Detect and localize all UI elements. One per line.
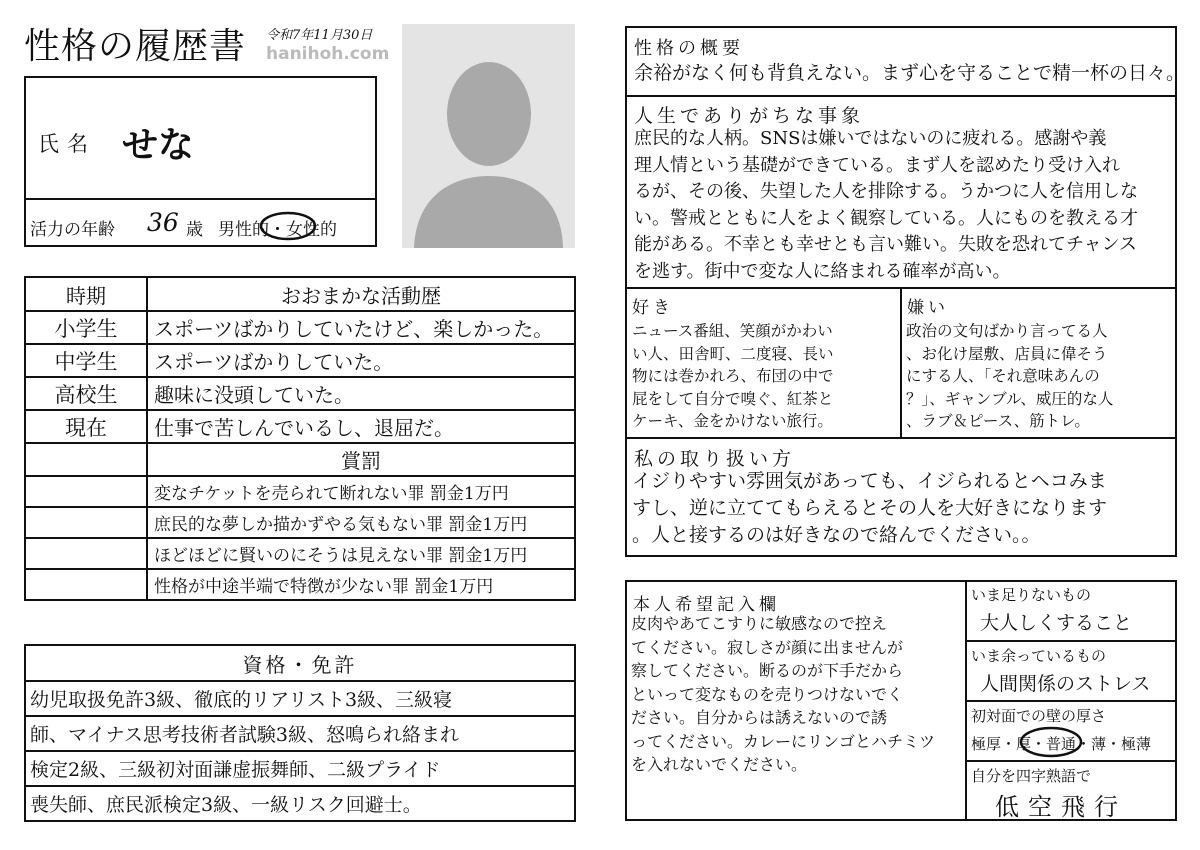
licenses-table — [24, 644, 576, 822]
site-name: hanihoh.com — [266, 44, 390, 64]
text-line: 。人と接するのは好きなので絡んでください。。 — [632, 524, 1041, 546]
gender-circle-mark — [258, 210, 318, 242]
idiom-label: 自分を四字熟語で — [971, 767, 1092, 785]
history-cell: 仕事で苦しんでいるし、退屈だ。 — [147, 410, 575, 443]
name-label: 氏名 — [38, 132, 96, 156]
dislikes-label: 嫌い — [907, 298, 949, 318]
divider — [965, 760, 1177, 762]
avatar-silhouette-icon — [402, 24, 575, 248]
empty-cell — [25, 538, 147, 569]
text-line: ださい。自分からは誘えないので誘 — [631, 708, 888, 727]
idiom-value: 低空飛行 — [995, 793, 1127, 821]
wall-circle-mark — [1018, 725, 1084, 759]
likes-label: 好き — [632, 298, 674, 318]
overview-label: 性格の概要 — [634, 38, 744, 59]
award-row: 性格が中途半端で特徴が少ない罪 罰金1万円 — [147, 569, 575, 600]
text-line: にする人、「それ意味あんの — [906, 367, 1100, 385]
profile-photo — [402, 24, 575, 248]
life-events-text — [634, 126, 1138, 285]
award-row: 変なチケットを売られて断れない罪 罰金1万円 — [147, 476, 575, 507]
period-cell: 高校生 — [25, 377, 147, 410]
text-line: イジりやすい雰囲気があっても、イジられるとヘコみま — [632, 470, 1107, 492]
license-line: 師、マイナス思考技術者試験3級、怒鳴られ絡まれ — [25, 716, 575, 751]
handling-text — [632, 468, 1107, 549]
empty-cell — [25, 507, 147, 538]
likes-text — [632, 320, 834, 433]
wishes-text — [631, 612, 935, 777]
gender-male: 男性的 — [218, 220, 269, 240]
text-line: 、ラブ＆ピース、筋トレ。 — [906, 412, 1090, 430]
text-line: 能がある。不幸とも幸せとも言い難い。失敗を恐れてチャンス — [634, 234, 1137, 255]
text-line: い人、田舎町、二度寝、長い — [632, 344, 834, 363]
age-unit: 歳 — [186, 220, 203, 240]
award-row: ほどほどに賢いのにそうは見えない罪 罰金1万円 — [147, 538, 575, 569]
lacking-value: 大人しくすること — [980, 612, 1133, 634]
wall-options: 極厚・厚・普通・薄・極薄 — [971, 735, 1152, 753]
wall-label: 初対面での壁の厚さ — [971, 707, 1107, 725]
activity-table — [24, 276, 576, 601]
gender-female: 女性的 — [286, 220, 337, 240]
empty-cell — [25, 476, 147, 507]
text-line: るが、その後、失望した人を排除する。うかつに人を信用しな — [634, 181, 1138, 202]
divider — [965, 640, 1177, 642]
history-cell: 趣味に没頭していた。 — [147, 377, 575, 410]
awards-header: 賞罰 — [147, 443, 575, 476]
col-period-header: 時期 — [25, 277, 147, 311]
divider — [625, 95, 1177, 97]
divider — [900, 287, 902, 438]
text-line: 屁をして自分で嗅ぐ、紅茶と — [632, 389, 834, 408]
license-line: 検定2級、三級初対面謙虚振舞師、二級プライド — [25, 751, 575, 786]
divider — [24, 198, 377, 200]
text-line: ニュース番組、笑顔がかわい — [632, 322, 833, 340]
text-line: 、お化け屋敷、店員に偉そう — [906, 344, 1108, 363]
text-line: ケーキ、金をかけない旅行。 — [632, 412, 833, 430]
text-line: を逃す。街中で変な人に絡まれる確率が高い。 — [634, 260, 1011, 282]
text-line: 庶民的な人柄。SNSは嫌いではないのに疲れる。感謝や義 — [634, 128, 1107, 149]
text-line: い。警戒とともに人をよく観察している。人にものを教える才 — [634, 207, 1138, 229]
period-cell: 中学生 — [25, 344, 147, 377]
text-line: ってください。カレーにリンゴとハチミツ — [631, 731, 936, 751]
wishes-label: 本人希望記入欄 — [633, 595, 780, 615]
text-line: 政治の文句ばかり言ってる人 — [906, 322, 1108, 340]
dislikes-text — [906, 320, 1113, 433]
text-line: 察してください。断るのが下手だから — [631, 661, 904, 680]
award-row: 庶民的な夢しか描かずやる気もない罪 罰金1万円 — [147, 507, 575, 538]
text-line: 物には巻かれろ、布団の中で — [632, 367, 834, 385]
licenses-header: 資格・免許 — [25, 645, 575, 681]
lacking-label: いま足りないもの — [971, 586, 1092, 604]
overview-text: 余裕がなく何も背負えない。まず心を守ることで精一杯の日々。 — [634, 62, 1186, 84]
text-line: てください。寂しさが顔に出ませんが — [631, 637, 904, 657]
history-cell: スポーツばかりしていた。 — [147, 344, 575, 377]
excess-label: いま余っているもの — [971, 647, 1107, 665]
license-line: 喪失師、庶民派検定3級、一級リスク回避士。 — [25, 786, 575, 821]
text-line: を入れないでください。 — [631, 755, 808, 774]
period-cell: 小学生 — [25, 311, 147, 344]
empty-cell — [25, 443, 147, 476]
age-value: 36 — [147, 208, 179, 237]
handling-label: 私の取り扱い方 — [634, 448, 796, 470]
page-title: 性格の履歴書 — [24, 26, 247, 67]
name-value: せな — [122, 124, 195, 166]
gender-separator: ・ — [269, 220, 286, 240]
period-cell: 現在 — [25, 410, 147, 443]
excess-value: 人間関係のストレス — [980, 673, 1151, 695]
license-line: 幼児取扱免許3級、徹底的リアリスト3級、三級寝 — [25, 681, 575, 716]
text-line: ？」、ギャンブル、威圧的な人 — [906, 389, 1114, 408]
life-events-label: 人生でありがちな事象 — [634, 105, 865, 127]
history-cell: スポーツばかりしていたけど、楽しかった。 — [147, 311, 575, 344]
age-label: 活力の年齢 — [30, 220, 115, 240]
text-line: 皮肉やあてこすりに敏感なので控え — [631, 614, 888, 633]
divider — [965, 700, 1177, 702]
text-line: といって変なものを売りつけないでく — [631, 684, 904, 704]
text-line: 理人情という基礎ができている。まず人を認めたり受け入れ — [634, 154, 1120, 176]
col-history-header: おおまかな活動歴 — [147, 277, 575, 311]
text-line: すし、逆に立ててもらえるとその人を大好きになります — [632, 497, 1108, 519]
date: 令和7年11月30日 — [266, 28, 373, 43]
empty-cell — [25, 569, 147, 600]
